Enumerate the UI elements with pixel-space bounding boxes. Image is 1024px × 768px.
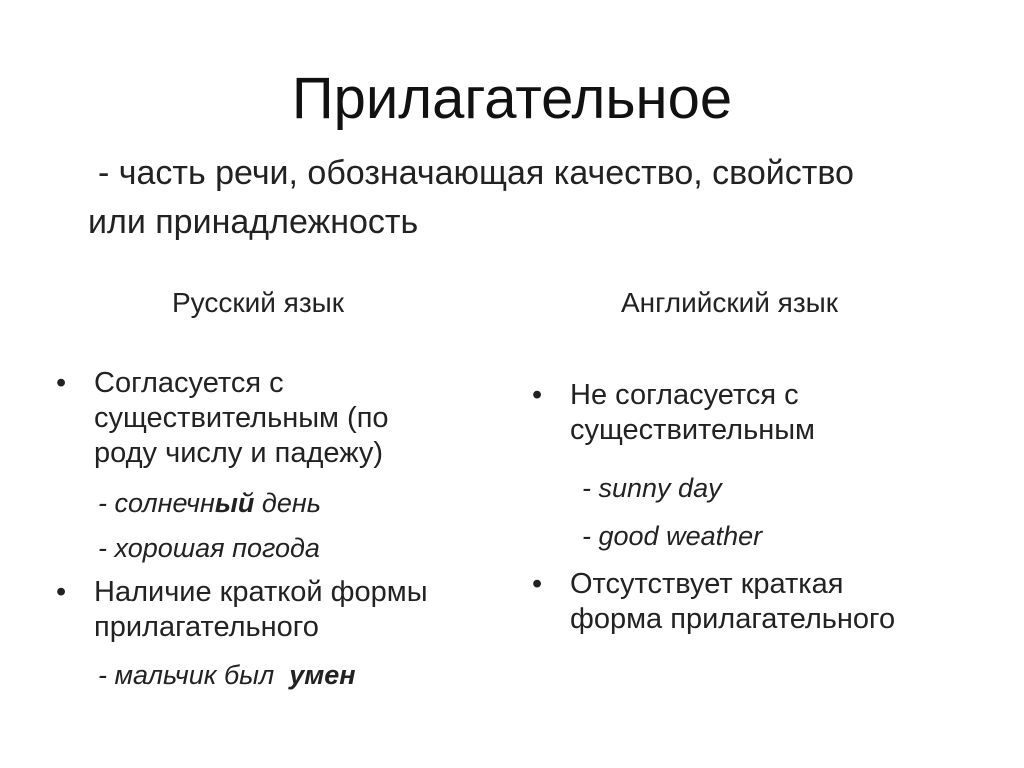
bullet-line: Согласуется с: [94, 367, 284, 399]
slide-title: Прилагательное: [291, 66, 733, 131]
bullet-text: [94, 366, 389, 471]
example-boy-was-clever: - мальчик был умен: [98, 660, 356, 690]
bullet-marker: •: [532, 379, 543, 411]
bullet-marker: •: [56, 576, 67, 608]
bullet-line: существительным (по: [94, 402, 389, 434]
bullet-line: форма прилагательного: [570, 603, 896, 635]
bullet-marker: •: [532, 568, 543, 600]
bullet-text: [570, 567, 895, 637]
definition-line-2: или принадлежность: [88, 203, 419, 241]
bullet-line: Не согласуется с: [570, 379, 799, 411]
bullet-english-no-agreement: [532, 378, 972, 453]
definition-line-1: - часть речи, обозначающая качество, свойство: [98, 154, 854, 192]
example-good-weather-en: - good weather: [582, 521, 763, 551]
bullet-line: роду числу и падежу): [94, 437, 384, 469]
column-heading-english: Английский язык: [621, 287, 839, 318]
bullet-line: Отсутствует краткая: [570, 568, 844, 600]
column-heading-russian: Русский язык: [172, 287, 345, 318]
bullet-line: прилагательного: [94, 611, 319, 643]
example-good-weather-ru: - хорошая погода: [98, 533, 320, 563]
bullet-russian-short-form: [56, 575, 496, 650]
bullet-russian-agreement: [56, 366, 496, 476]
bullet-text: [94, 575, 428, 645]
bullet-english-no-short-form: [532, 567, 972, 642]
bullet-line: Наличие краткой формы: [94, 576, 428, 608]
bullet-text: [570, 378, 815, 448]
example-sunny-day-en: - sunny day: [582, 473, 722, 503]
example-sunny-day-ru: - солнечный день: [98, 488, 321, 518]
bullet-marker: •: [56, 367, 67, 399]
bullet-line: существительным: [570, 414, 815, 446]
